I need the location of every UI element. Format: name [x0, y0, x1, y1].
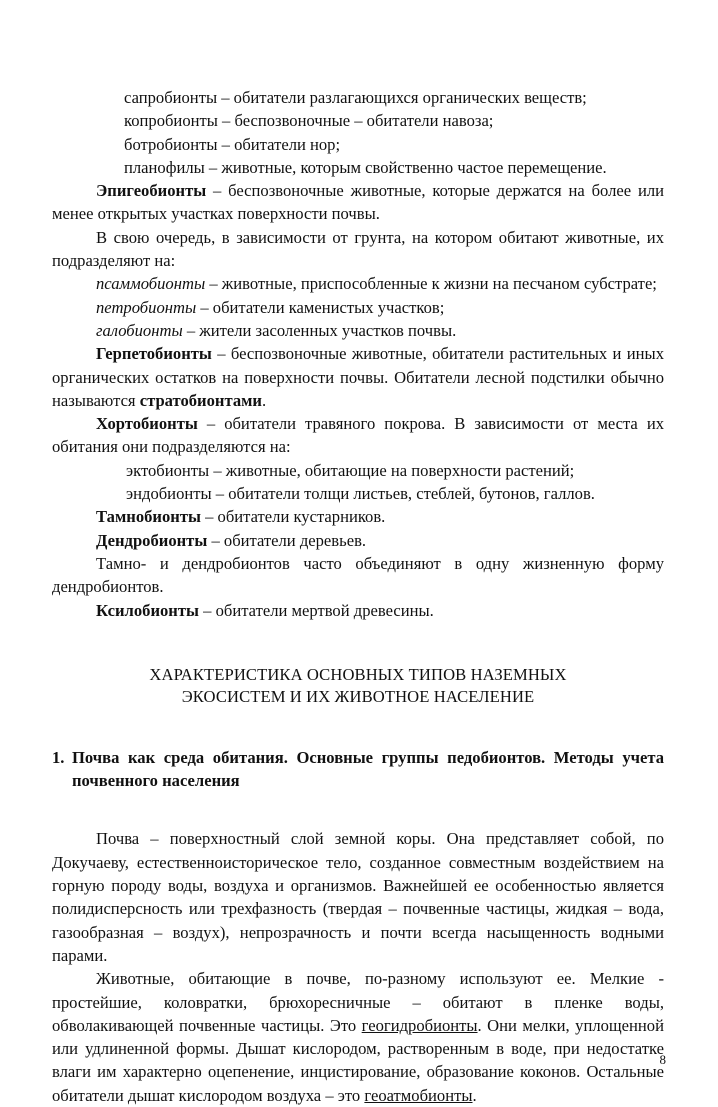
list-item: сапробионты – обитатели разлагающихся органических веществ;: [124, 88, 587, 107]
section-title-text: Почва как среда обитания. Основные группы педобионтов. Методы учета почвенного населения: [72, 747, 664, 791]
term: Дендробионты: [96, 530, 208, 550]
term: стратобионтами: [139, 390, 262, 410]
paragraph-herpetobionts: Герпетобионты – беспозвоночные животные, обитатели растительных и иных органических остатков на поверхности почвы. Обитатели лесной подстилки обычно называются стратобионтами.: [52, 344, 664, 410]
list-item: эктобионты – животные, обитающие на поверхности растений;: [126, 460, 575, 480]
paragraph-soil: Почва – поверхностный слой земной коры. Она представляет собой, по Докучаеву, естественноисторическое тело, созданное совместным воздействием на горную породу воды, воздуха и организмов. Важнейшей ее особенностью является полидисперсность или трехфазность (твердая – почвенные частицы, жидкая – вода, газообразная – воздух), непрозрачность и почти всегда насыщенность водными парами.: [52, 829, 664, 965]
list-item: планофилы – животные, которым свойственно частое перемещение.: [124, 157, 607, 177]
term: Тамнобионты: [96, 507, 201, 527]
term-underlined: геоатмобионты: [364, 1085, 473, 1105]
term-underlined: геогидробионты: [361, 1015, 478, 1035]
paragraph-hortobionts: Хортобионты – обитатели травяного покрова. В зависимости от места их обитания они подразделяются на:: [52, 414, 664, 457]
chapter-heading: [52, 664, 664, 708]
term: Ксилобионты: [96, 600, 199, 620]
term: Герпетобионты: [96, 344, 212, 364]
section-title: [52, 746, 664, 793]
chapter-heading-line: ЭКОСИСТЕМ И ИХ ЖИВОТНОЕ НАСЕЛЕНИЕ: [181, 686, 535, 706]
paragraph-epigeobionts: Эпигеобионты – беспозвоночные животные, которые держатся на более или менее открытых участках поверхности почвы.: [52, 181, 664, 224]
term: Эпигеобионты: [96, 181, 207, 201]
section-number: 1.: [52, 747, 65, 767]
chapter-heading-line: ХАРАКТЕРИСТИКА ОСНОВНЫХ ТИПОВ НАЗЕМНЫХ: [149, 664, 567, 684]
term: псаммобионты: [96, 274, 206, 294]
paragraph-substrate-intro: В свою очередь, в зависимости от грунта, на котором обитают животные, их подразделяют на:: [52, 227, 664, 271]
paragraph-tamnobionts: Тамнобионты – обитатели кустарников.: [96, 507, 386, 527]
term: галобионты: [96, 320, 183, 340]
list-item: ботробионты – обитатели нор;: [124, 134, 341, 154]
term: Хортобионты: [96, 414, 198, 434]
paragraph-ksilobionts: Ксилобионты – обитатели мертвой древесины.: [96, 600, 434, 620]
paragraph-galobionts: галобионты – жители засоленных участков почвы.: [96, 320, 457, 340]
list-item: копробионты – беспозвоночные – обитатели навоза;: [124, 111, 494, 131]
page-number: 8: [659, 1052, 666, 1067]
paragraph-psammobionts: псаммобионты – животные, приспособленные к жизни на песчаном субстрате;: [96, 274, 657, 294]
paragraph-combine: Тамно- и дендробионтов часто объединяют в одну жизненную форму дендробионтов.: [52, 553, 664, 597]
page-content: [52, 86, 664, 1107]
paragraph-dendrobionts: Дендробионты – обитатели деревьев.: [96, 530, 367, 550]
list-item: эндобионты – обитатели толщи листьев, стеблей, бутонов, галлов.: [126, 484, 595, 504]
term: петробионты: [96, 297, 197, 317]
paragraph-soil-animals: Животные, обитающие в почве, по-разному используют ее. Мелкие - простейшие, коловратки, брюхоресничные – обитают в пленке воды, обволакивающей почвенные частицы. Это геогидробионты. Они мелки, уплощенной или удлиненной формы. Дышат кислородом, растворенным в воде, при недостатке влаги им характерно оцепенение, инцистирование, образование коконов. Остальные обитатели дышат кислородом воздуха – это геоатмобионты.: [52, 969, 664, 1105]
paragraph-petrobionts: петробионты – обитатели каменистых участков;: [96, 297, 445, 317]
